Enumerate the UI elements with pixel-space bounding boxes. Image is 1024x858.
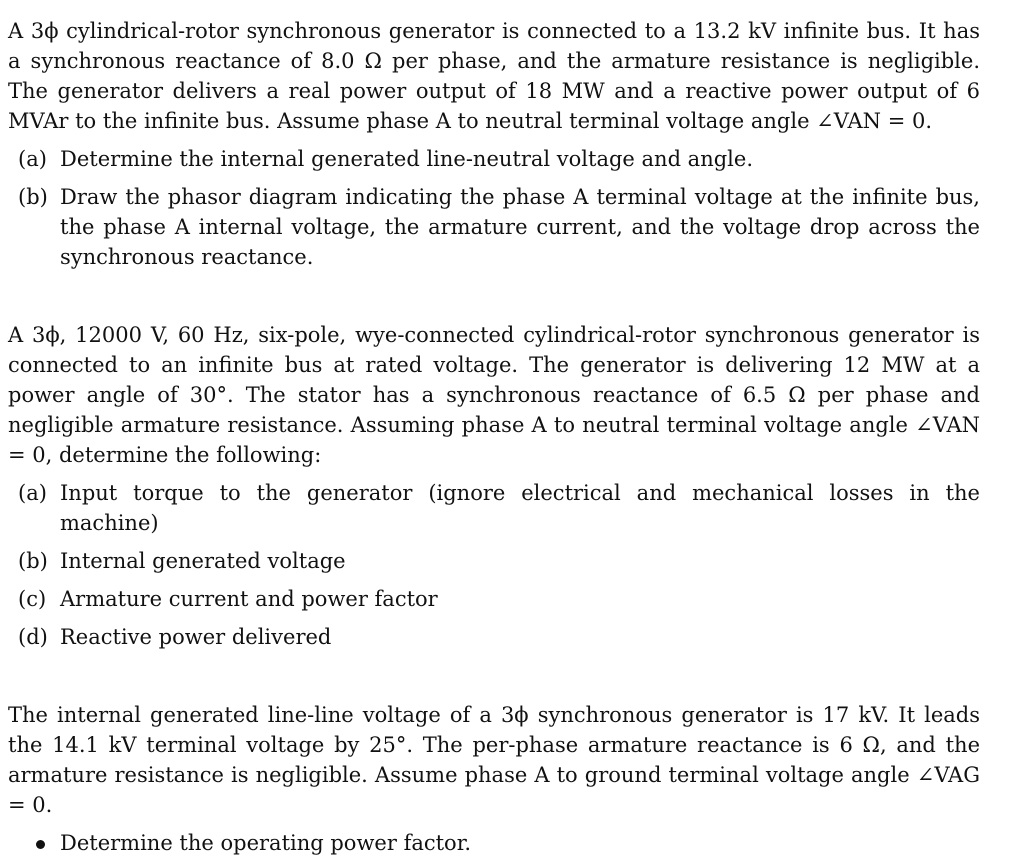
problem-3-parts [8,828,980,858]
bullet-icon [36,840,45,849]
part-text: Determine the internal generated line-neutral voltage and angle. [60,147,753,171]
part-marker: (b) [18,549,48,573]
problem-3-statement: The internal generated line-line voltage of a 3ϕ synchronous generator is 17 kV. It leads the 14.1 kV terminal voltage by 25°. The per-phase armature reactance is 6 Ω, and the armature resistance is negligible. Assume phase A to ground terminal voltage angle ∠VAG = 0. [8,703,980,817]
problem-2-part-d [8,622,980,652]
part-text: Internal generated voltage [60,549,346,573]
part-marker: (a) [18,481,47,505]
problem-1-part-a [8,144,980,174]
part-marker: (c) [18,587,47,611]
problem-2-part-c [8,584,980,614]
part-text: Input torque to the generator (ignore electrical and mechanical losses in the machine) [60,481,980,535]
problem-3-bullet [8,828,980,858]
part-text: Reactive power delivered [60,625,332,649]
part-text: Draw the phasor diagram indicating the phase A terminal voltage at the infinite bus, the phase A internal voltage, the armature current, and the voltage drop across the synchronous reactance. [60,185,980,269]
problem-2-part-a [8,478,980,538]
part-marker: (a) [18,147,47,171]
problem-2-part-b [8,546,980,576]
problem-1-parts [8,144,980,272]
bullet-text: Determine the operating power factor. [60,831,472,855]
part-marker: (b) [18,185,48,209]
problem-2-parts [8,478,980,652]
problem-1-statement: A 3ϕ cylindrical-rotor synchronous generator is connected to a 13.2 kV infinite bus. It has a synchronous reactance of 8.0 Ω per phase, and the armature resistance is negligible. The generator delivers a real power output of 18 MW and a reactive power output of 6 MVAr to the infinite bus. Assume phase A to neutral terminal voltage angle ∠VAN = 0. [8,19,980,133]
part-marker: (d) [18,625,48,649]
problem-2-statement: A 3ϕ, 12000 V, 60 Hz, six-pole, wye-connected cylindrical-rotor synchronous generator is connected to an infinite bus at rated voltage. The generator is delivering 12 MW at a power angle of 30°. The stator has a synchronous reactance of 6.5 Ω per phase and negligible armature resistance. Assuming phase A to neutral terminal voltage angle ∠VAN = 0, determine the following: [8,323,980,467]
problem-1-part-b [8,182,980,272]
document-page [8,16,980,858]
part-text: Armature current and power factor [60,587,438,611]
